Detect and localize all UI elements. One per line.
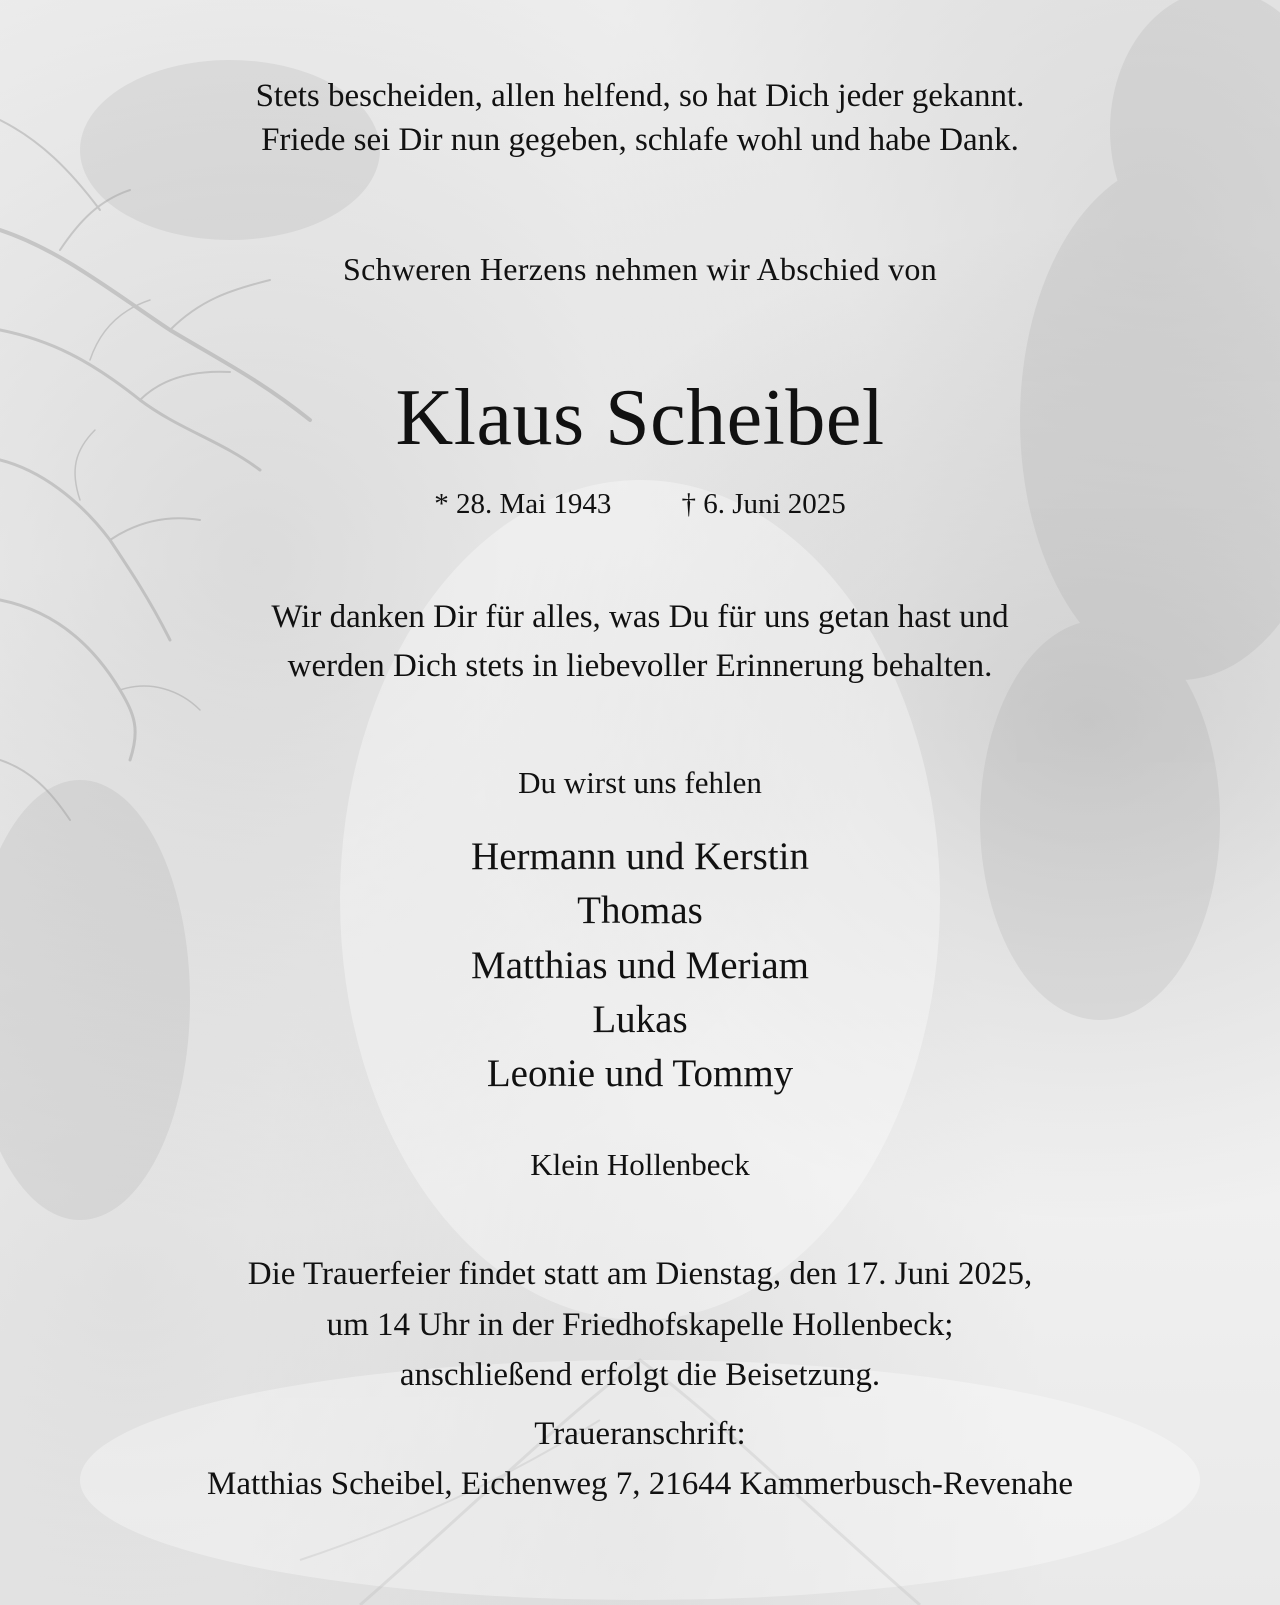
family-member: Leonie und Tommy	[486, 1052, 794, 1095]
birth-date: * 28. Mai 1943	[434, 488, 612, 520]
ceremony-line-2: um 14 Uhr in der Friedhofskapelle Hollenbeck;	[326, 1307, 954, 1343]
verse-line-1: Stets bescheiden, allen helfend, so hat Dich jeder gekannt.	[255, 78, 1025, 114]
family-member: Matthias und Meriam	[471, 944, 809, 987]
thanks-line-2: werden Dich stets in liebevoller Erinnerung behalten.	[287, 648, 993, 684]
family-member: Lukas	[592, 998, 688, 1041]
farewell-intro: Schweren Herzens nehmen wir Abschied von	[342, 251, 938, 287]
address-value: Matthias Scheibel, Eichenweg 7, 21644 Kammerbusch-Revenahe	[207, 1466, 1073, 1502]
ceremony-line-3: anschließend erfolgt die Beisetzung.	[399, 1357, 881, 1393]
verse-line-2: Friede sei Dir nun gegeben, schlafe wohl und habe Dank.	[261, 122, 1019, 158]
place-name: Klein Hollenbeck	[530, 1147, 750, 1182]
address-label: Traueranschrift:	[534, 1416, 746, 1452]
family-member: Hermann und Kerstin	[471, 835, 809, 878]
life-dates	[0, 490, 1280, 519]
family-member: Thomas	[577, 889, 703, 932]
death-date: † 6. Juni 2025	[681, 488, 846, 520]
ceremony-line-1: Die Trauerfeier findet statt am Dienstag, den 17. Juni 2025,	[247, 1256, 1033, 1292]
thanks-line-1: Wir danken Dir für alles, was Du für uns getan hast und	[271, 599, 1009, 635]
miss-you-line: Du wirst uns fehlen	[518, 765, 762, 800]
deceased-name: Klaus Scheibel	[395, 374, 885, 462]
